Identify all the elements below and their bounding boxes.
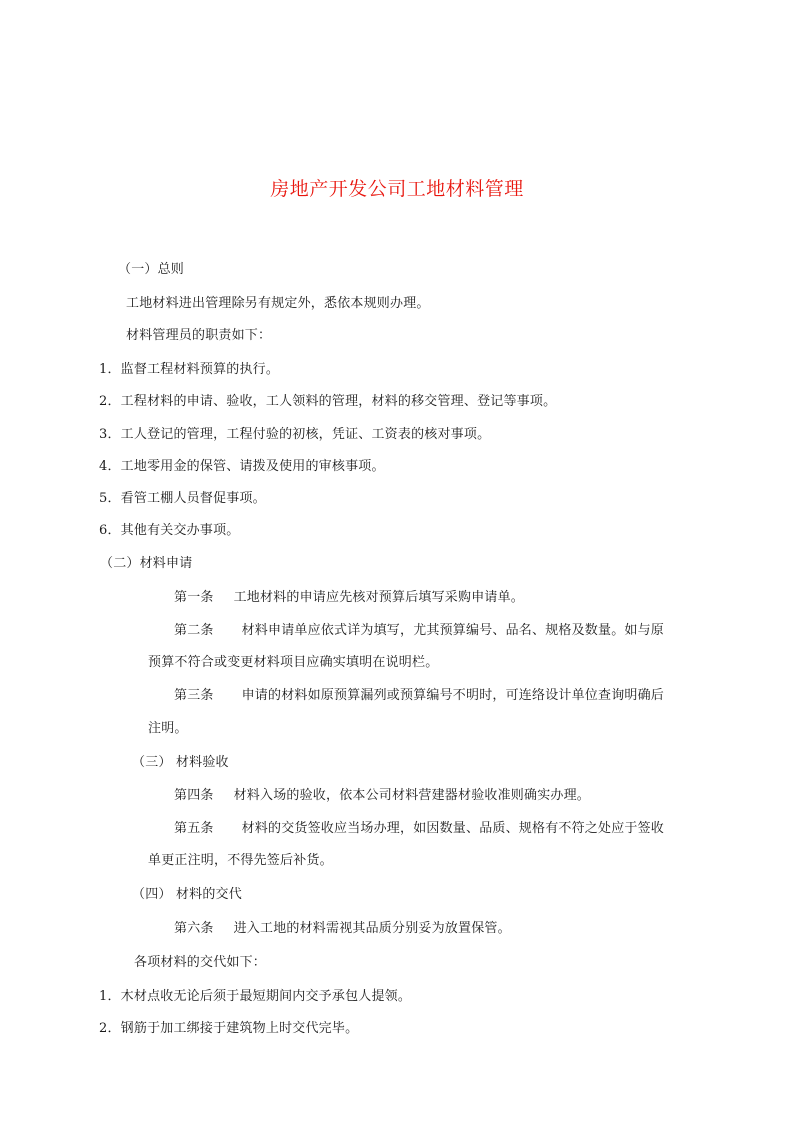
general-intro: 工地材料进出管理除另有规定外，悉依本规则办理。 <box>126 296 430 311</box>
article-text: 申请的材料如原预算漏列或预算编号不明时，可连络设计单位查询明确后 <box>241 688 665 703</box>
section-heading-handover: （四） 材料的交代 <box>132 887 242 902</box>
article-6 <box>174 921 511 937</box>
duty-item: 5．看管工棚人员督促事项。 <box>99 491 266 506</box>
article-3-continuation: 注明。 <box>148 721 188 736</box>
article-text: 材料的交货签收应当场办理，如因数量、品质、规格有不符之处应于签收 <box>241 821 665 836</box>
article-label: 第五条 <box>174 821 214 836</box>
article-label: 第二条 <box>174 623 214 638</box>
article-text: 进入工地的材料需视其品质分别妥为放置保管。 <box>233 921 511 936</box>
duty-item: 6．其他有关交办事项。 <box>99 523 240 538</box>
duty-item: 4．工地零用金的保管、请拨及使用的审核事项。 <box>99 459 385 474</box>
article-label: 第一条 <box>174 590 214 605</box>
section-heading-inspection: （三） 材料验收 <box>132 755 229 770</box>
article-label: 第四条 <box>174 788 214 803</box>
article-5 <box>174 821 664 837</box>
page-title: 房地产开发公司工地材料管理 <box>270 178 524 200</box>
article-2 <box>174 623 664 639</box>
article-text: 材料入场的验收，依本公司材料营建器材验收准则确实办理。 <box>233 788 591 803</box>
duty-item: 1．监督工程材料预算的执行。 <box>99 362 280 377</box>
article-label: 第三条 <box>174 688 214 703</box>
article-2-continuation: 预算不符合或变更材料项目应确实填明在说明栏。 <box>148 655 439 670</box>
section-heading-application: （二）材料申请 <box>100 556 193 571</box>
article-3 <box>174 688 664 704</box>
article-1 <box>174 590 524 606</box>
duty-item: 2．工程材料的申请、验收，工人领料的管理，材料的移交管理、登记等事项。 <box>99 394 557 409</box>
article-text: 工地材料的申请应先核对预算后填写采购申请单。 <box>233 590 525 605</box>
article-5-continuation: 单更正注明，不得先签后补货。 <box>148 853 333 868</box>
handover-heading: 各项材料的交代如下： <box>134 955 267 970</box>
handover-item: 1．木材点收无论后须于最短期间内交予承包人提领。 <box>99 989 412 1004</box>
duty-item: 3．工人登记的管理，工程付验的初核，凭证、工资表的核对事项。 <box>99 427 491 442</box>
article-4 <box>174 788 590 804</box>
handover-item: 2．钢筋于加工绑接于建筑物上时交代完毕。 <box>99 1021 359 1036</box>
article-text: 材料申请单应依式详为填写，尤其预算编号、品名、规格及数量。如与原 <box>241 623 665 638</box>
section-heading-general: （一）总则 <box>118 262 185 277</box>
article-label: 第六条 <box>174 921 214 936</box>
duties-heading: 材料管理员的职责如下： <box>126 328 272 343</box>
